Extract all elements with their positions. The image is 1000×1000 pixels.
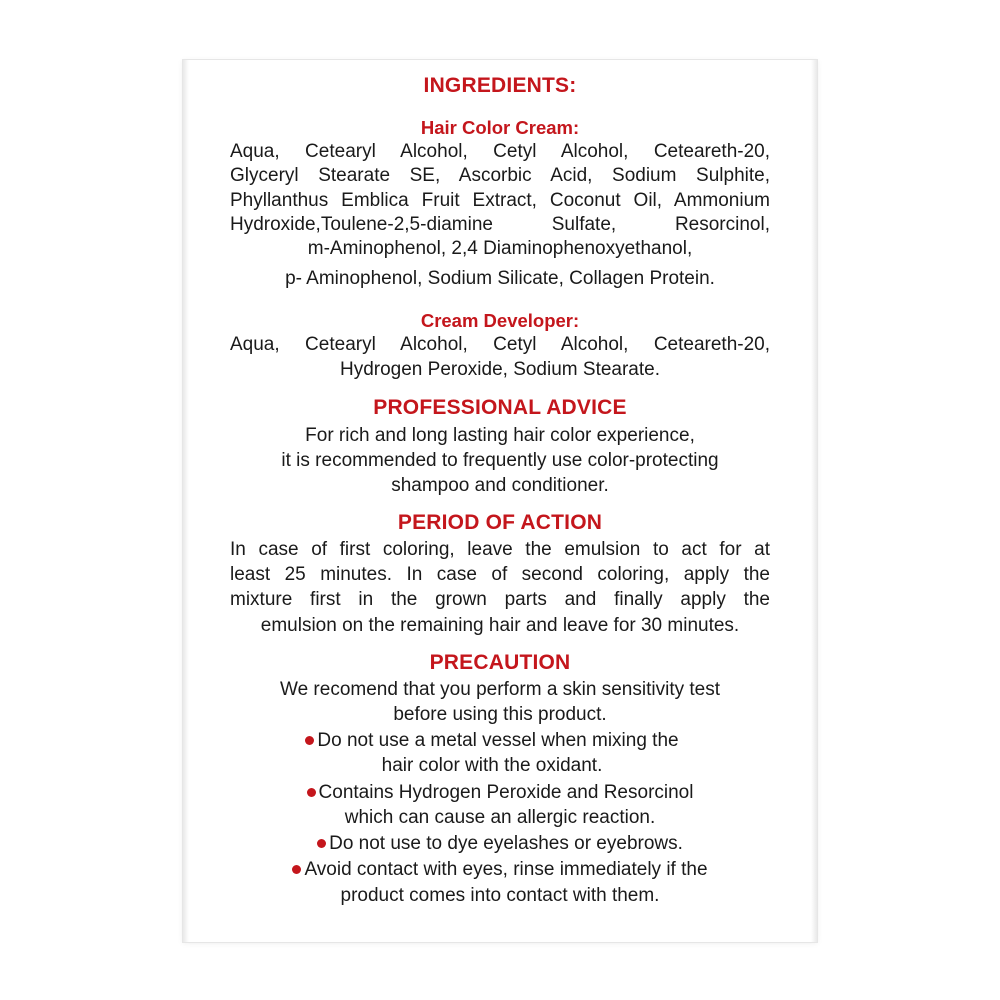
precaution-intro-line: before using this product.: [393, 704, 607, 725]
professional-advice-line: it is recommended to frequently use color-protecting: [281, 450, 719, 471]
professional-advice-line: shampoo and conditioner.: [391, 475, 609, 496]
period-of-action-heading: PERIOD OF ACTION: [397, 511, 603, 534]
bullet-dot-icon: [307, 788, 316, 797]
hair-color-cream-line: p- Aminophenol, Sodium Silicate, Collagen Protein.: [285, 268, 715, 289]
hair-color-cream-line: Hydroxide,Toulene-2,5-diamine Sulfate, Resorcinol,: [230, 214, 770, 235]
precaution-bullet-continuation: which can cause an allergic reaction.: [344, 807, 656, 828]
precaution-bullet-continuation: hair color with the oxidant.: [381, 755, 603, 776]
precaution-bullet: Avoid contact with eyes, rinse immediately if the: [183, 858, 817, 882]
hair-color-cream-line: Phyllanthus Emblica Fruit Extract, Coconut Oil, Ammonium: [230, 190, 770, 211]
precaution-heading: PRECAUTION: [429, 651, 571, 674]
cream-developer-line: Aqua, Cetearyl Alcohol, Cetyl Alcohol, Ceteareth-20,: [230, 334, 770, 355]
ingredients-card: [183, 60, 817, 942]
precaution-intro-line: We recomend that you perform a skin sensitivity test: [280, 679, 720, 700]
period-of-action-line: least 25 minutes. In case of second coloring, apply the: [230, 564, 770, 585]
period-of-action-line: emulsion on the remaining hair and leave for 30 minutes.: [260, 615, 740, 636]
bullet-dot-icon: [317, 839, 326, 848]
ingredients-heading: INGREDIENTS:: [423, 74, 577, 97]
precaution-bullet: Contains Hydrogen Peroxide and Resorcinol: [183, 781, 817, 805]
period-of-action-line: In case of first coloring, leave the emulsion to act for at: [230, 539, 770, 560]
bullet-dot-icon: [292, 865, 301, 874]
precaution-bullet: Do not use to dye eyelashes or eyebrows.: [183, 832, 817, 856]
cream-developer-line: Hydrogen Peroxide, Sodium Stearate.: [339, 359, 660, 380]
hair-color-cream-line: Aqua, Cetearyl Alcohol, Cetyl Alcohol, Ceteareth-20,: [230, 141, 770, 162]
precaution-bullet: Do not use a metal vessel when mixing the: [175, 729, 809, 753]
hair-color-cream-heading: Hair Color Cream:: [420, 117, 580, 138]
professional-advice-heading: PROFESSIONAL ADVICE: [373, 396, 627, 419]
period-of-action-line: mixture first in the grown parts and finally apply the: [230, 589, 770, 610]
hair-color-cream-line: m-Aminophenol, 2,4 Diaminophenoxyethanol,: [307, 238, 693, 259]
hair-color-cream-line: Glyceryl Stearate SE, Ascorbic Acid, Sodium Sulphite,: [230, 165, 770, 186]
precaution-bullet-continuation: product comes into contact with them.: [340, 885, 660, 906]
bullet-dot-icon: [305, 736, 314, 745]
cream-developer-heading: Cream Developer:: [420, 310, 580, 331]
professional-advice-line: For rich and long lasting hair color experience,: [305, 425, 695, 446]
